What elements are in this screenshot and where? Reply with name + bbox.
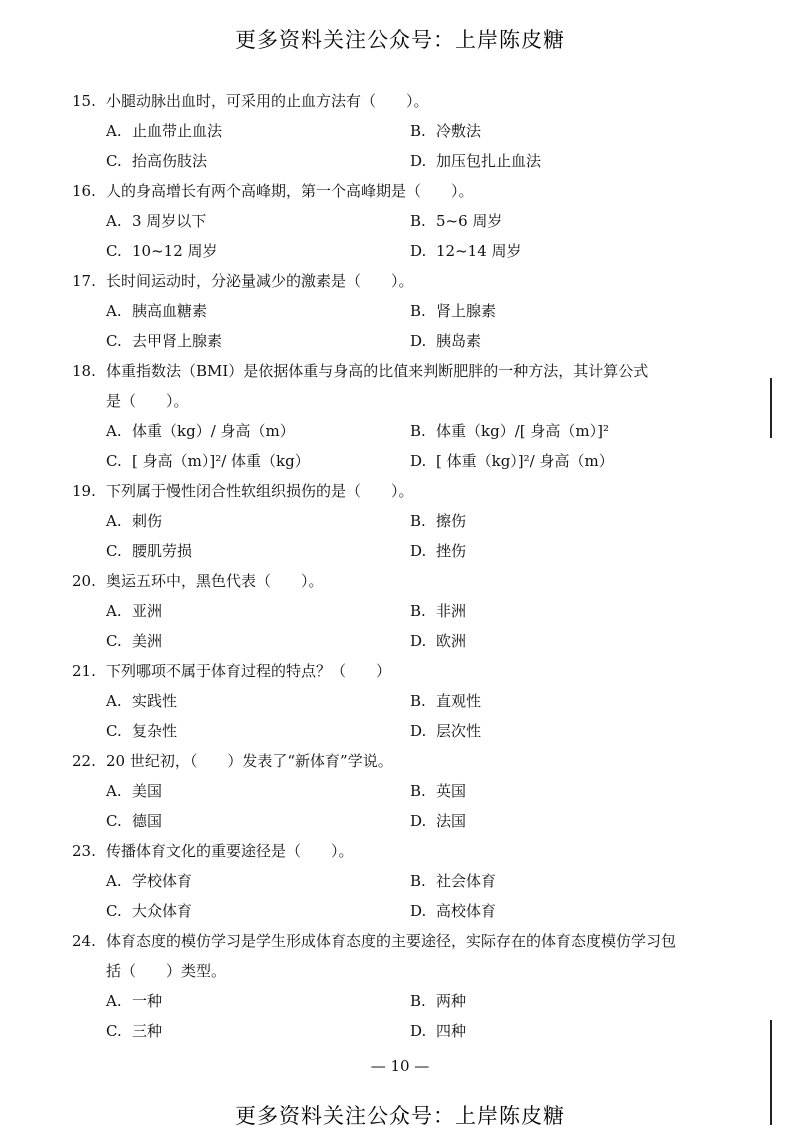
option-label: C. (106, 542, 122, 560)
question-7 (72, 656, 732, 746)
question-text: 长时间运动时，分泌量减少的激素是（ ）。 (106, 272, 414, 290)
option-label: C. (106, 632, 122, 650)
option-label: B. (410, 872, 426, 890)
option-label: C. (106, 152, 122, 170)
question-3 (72, 266, 732, 356)
option (410, 866, 710, 896)
question-stem (72, 656, 732, 686)
page-number: — 10 — (370, 1057, 430, 1075)
question-8 (72, 746, 732, 836)
option-label: C. (106, 452, 122, 470)
option-text: 胰高血糖素 (132, 302, 208, 320)
option-text: 加压包扎止血法 (436, 152, 542, 170)
option-text: 复杂性 (132, 722, 178, 740)
option-text: 擦伤 (436, 512, 467, 530)
option-text: 体重（kg）/ 身高（m） (132, 422, 295, 440)
question-text: 20 世纪初，（ ）发表了“新体育”学说。 (106, 752, 393, 770)
question-text: 小腿动脉出血时，可采用的止血方法有（ ）。 (106, 92, 429, 110)
option-label: A. (106, 212, 122, 230)
question-stem (72, 476, 732, 506)
question-stem (72, 266, 732, 296)
option-text: [ 身高（m）]²/ 体重（kg） (132, 452, 310, 470)
option-label: C. (106, 332, 122, 350)
option (106, 1016, 410, 1046)
option-label: B. (410, 122, 426, 140)
question-stem (72, 176, 732, 206)
option (410, 296, 710, 326)
option-text: 亚洲 (132, 602, 163, 620)
option (106, 506, 410, 536)
option-label: C. (106, 1022, 122, 1040)
option-text: 美国 (132, 782, 163, 800)
options-grid (72, 506, 732, 566)
option-text: 大众体育 (132, 902, 193, 920)
option-text: 非洲 (436, 602, 467, 620)
option-label: D. (410, 632, 427, 650)
option-label: B. (410, 992, 426, 1010)
option-text: 社会体育 (436, 872, 497, 890)
question-number: 16. (72, 182, 96, 200)
option (410, 716, 710, 746)
question-9 (72, 836, 732, 926)
question-text: 体育态度的模仿学习是学生形成体育态度的主要途径，实际存在的体育态度模仿学习包 (106, 932, 677, 950)
option-label: C. (106, 902, 122, 920)
question-number: 24. (72, 932, 96, 950)
option-text: 冷敷法 (436, 122, 482, 140)
option (410, 536, 710, 566)
option-text: 德国 (132, 812, 163, 830)
option-text: 3 周岁以下 (132, 212, 207, 230)
option (410, 326, 710, 356)
question-number: 22. (72, 752, 96, 770)
option (410, 896, 710, 926)
option-text: 高校体育 (436, 902, 497, 920)
option-label: A. (106, 692, 122, 710)
question-number: 21. (72, 662, 96, 680)
option (106, 716, 410, 746)
option-text: 三种 (132, 1022, 163, 1040)
option (106, 146, 410, 176)
option (410, 596, 710, 626)
option (106, 776, 410, 806)
options-grid (72, 776, 732, 836)
option (106, 206, 410, 236)
question-text: 下列哪项不属于体育过程的特点？（ ） (106, 662, 392, 680)
option (410, 1016, 710, 1046)
option-label: D. (410, 542, 427, 560)
question-1 (72, 86, 732, 176)
option-text: 挫伤 (436, 542, 467, 560)
option (410, 686, 710, 716)
option-text: 英国 (436, 782, 467, 800)
question-stem (72, 746, 732, 776)
option-label: D. (410, 722, 427, 740)
option-label: A. (106, 422, 122, 440)
question-list (72, 86, 732, 1046)
option-text: 止血带止血法 (132, 122, 223, 140)
option-label: A. (106, 602, 122, 620)
option-text: 欧洲 (436, 632, 467, 650)
option (410, 206, 710, 236)
options-grid (72, 206, 732, 266)
option (106, 536, 410, 566)
question-number: 17. (72, 272, 96, 290)
option-text: 层次性 (436, 722, 482, 740)
option-text: 两种 (436, 992, 467, 1010)
option (106, 866, 410, 896)
question-stem (72, 566, 732, 596)
option-text: 抬高伤肢法 (132, 152, 208, 170)
question-number: 23. (72, 842, 96, 860)
option-label: A. (106, 782, 122, 800)
option-label: C. (106, 722, 122, 740)
option-text: 腰肌劳损 (132, 542, 193, 560)
option-label: C. (106, 812, 122, 830)
option (410, 146, 710, 176)
option-text: 去甲肾上腺素 (132, 332, 223, 350)
option-text: 体重（kg）/[ 身高（m）]² (436, 422, 609, 440)
question-6 (72, 566, 732, 656)
question-number: 15. (72, 92, 96, 110)
question-stem (72, 86, 732, 116)
question-text: 下列属于慢性闭合性软组织损伤的是（ ）。 (106, 482, 414, 500)
bottom-banner: 更多资料关注公众号：上岸陈皮糖 (235, 1104, 565, 1128)
option-text: 12~14 周岁 (436, 242, 522, 260)
option-text: 一种 (132, 992, 163, 1010)
option-label: B. (410, 422, 426, 440)
options-grid (72, 686, 732, 746)
option-text: 5~6 周岁 (436, 212, 503, 230)
option (106, 596, 410, 626)
option (410, 776, 710, 806)
option (106, 626, 410, 656)
option-text: 胰岛素 (436, 332, 482, 350)
options-grid (72, 296, 732, 356)
option-label: B. (410, 212, 426, 230)
option-text: 美洲 (132, 632, 163, 650)
option (410, 446, 710, 476)
option-label: D. (410, 332, 427, 350)
option (106, 296, 410, 326)
question-number: 19. (72, 482, 96, 500)
question-number: 18. (72, 362, 96, 380)
option-label: A. (106, 302, 122, 320)
question-2 (72, 176, 732, 266)
options-grid (72, 596, 732, 656)
question-text: 奥运五环中，黑色代表（ ）。 (106, 572, 324, 590)
options-grid (72, 866, 732, 926)
option (410, 986, 710, 1016)
option (410, 806, 710, 836)
option-label: B. (410, 602, 426, 620)
option-label: B. (410, 512, 426, 530)
option-label: C. (106, 242, 122, 260)
question-text: 传播体育文化的重要途径是（ ）。 (106, 842, 354, 860)
option (106, 236, 410, 266)
option-text: 直观性 (436, 692, 482, 710)
question-text: 人的身高增长有两个高峰期，第一个高峰期是（ ）。 (106, 182, 474, 200)
options-grid (72, 416, 732, 476)
scan-edge-mark (770, 378, 772, 438)
option-text: 肾上腺素 (436, 302, 497, 320)
option (410, 236, 710, 266)
option-label: B. (410, 782, 426, 800)
option (410, 626, 710, 656)
option (106, 806, 410, 836)
option (106, 986, 410, 1016)
question-4 (72, 356, 732, 476)
question-stem (72, 836, 732, 866)
option-text: 法国 (436, 812, 467, 830)
question-text-continued: 是（ ）。 (106, 392, 189, 410)
option-text: [ 体重（kg）]²/ 身高（m） (436, 452, 614, 470)
question-text-continued: 括（ ）类型。 (106, 962, 227, 980)
option (410, 506, 710, 536)
option-text: 10~12 周岁 (132, 242, 218, 260)
option-label: A. (106, 872, 122, 890)
option (106, 896, 410, 926)
option-label: A. (106, 512, 122, 530)
question-10 (72, 926, 732, 1046)
option (106, 326, 410, 356)
top-banner: 更多资料关注公众号：上岸陈皮糖 (235, 28, 565, 52)
question-5 (72, 476, 732, 566)
option (410, 416, 710, 446)
option-text: 学校体育 (132, 872, 193, 890)
option (106, 116, 410, 146)
question-stem (72, 926, 732, 956)
options-grid (72, 986, 732, 1046)
options-grid (72, 116, 732, 176)
question-stem (72, 356, 732, 386)
option (410, 116, 710, 146)
option (106, 446, 410, 476)
option-label: D. (410, 1022, 427, 1040)
option-label: D. (410, 452, 427, 470)
question-number: 20. (72, 572, 96, 590)
option-label: B. (410, 302, 426, 320)
option (106, 416, 410, 446)
option-label: D. (410, 152, 427, 170)
option-text: 刺伤 (132, 512, 163, 530)
question-text: 体重指数法（BMI）是依据体重与身高的比值来判断肥胖的一种方法，其计算公式 (106, 362, 649, 380)
option (106, 686, 410, 716)
option-label: A. (106, 122, 122, 140)
option-label: D. (410, 902, 427, 920)
option-text: 四种 (436, 1022, 467, 1040)
option-label: D. (410, 242, 427, 260)
option-label: A. (106, 992, 122, 1010)
option-label: B. (410, 692, 426, 710)
option-label: D. (410, 812, 427, 830)
scan-edge-mark (770, 1020, 772, 1125)
option-text: 实践性 (132, 692, 178, 710)
